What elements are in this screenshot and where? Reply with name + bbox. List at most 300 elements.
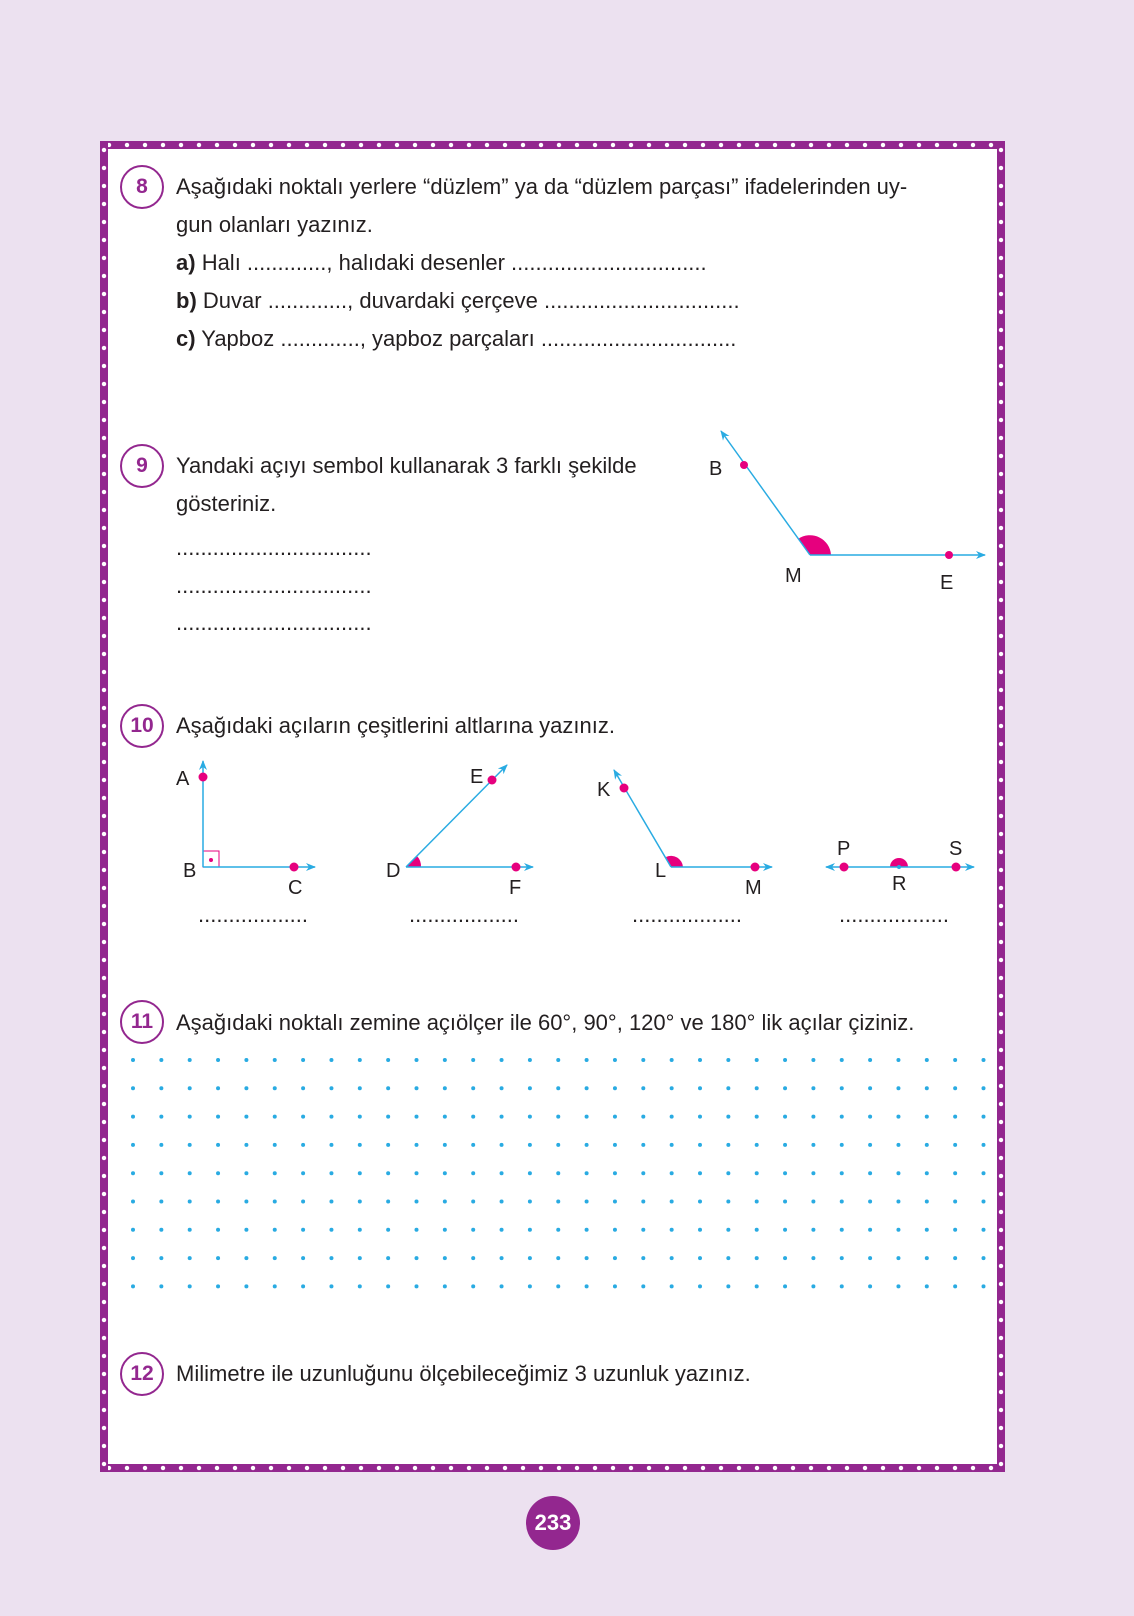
grid-dot xyxy=(556,1256,560,1260)
grid-dot xyxy=(556,1143,560,1147)
grid-dot xyxy=(415,1228,419,1232)
grid-dot xyxy=(670,1143,674,1147)
grid-dot xyxy=(868,1058,872,1062)
ray-mb xyxy=(721,431,810,555)
grid-dot xyxy=(556,1086,560,1090)
grid-dot xyxy=(896,1200,900,1204)
grid-dot xyxy=(953,1086,957,1090)
grid-dot xyxy=(131,1284,135,1288)
grid-dot xyxy=(982,1200,986,1204)
point-p xyxy=(840,863,849,872)
label-a: A xyxy=(176,768,190,790)
grid-dot xyxy=(670,1171,674,1175)
label-e: E xyxy=(940,572,954,594)
grid-dot xyxy=(301,1143,305,1147)
grid-dot xyxy=(925,1171,929,1175)
grid-dot xyxy=(641,1115,645,1119)
label-f: F xyxy=(509,877,522,899)
grid-dot xyxy=(131,1143,135,1147)
point-b xyxy=(740,461,748,469)
grid-dot xyxy=(273,1284,277,1288)
grid-dot xyxy=(329,1256,333,1260)
grid-dot xyxy=(840,1228,844,1232)
label-m: M xyxy=(745,877,762,899)
grid-dot xyxy=(273,1200,277,1204)
grid-dot xyxy=(613,1200,617,1204)
grid-dot xyxy=(528,1200,532,1204)
grid-dot xyxy=(953,1058,957,1062)
grid-dot xyxy=(670,1058,674,1062)
grid-dot xyxy=(528,1228,532,1232)
grid-dot xyxy=(585,1256,589,1260)
grid-dot xyxy=(698,1228,702,1232)
grid-dot xyxy=(471,1200,475,1204)
grid-dot xyxy=(500,1200,504,1204)
q9-text-line2: gösteriniz. xyxy=(176,491,277,516)
grid-dot xyxy=(528,1171,532,1175)
grid-dot xyxy=(840,1143,844,1147)
grid-dot xyxy=(273,1256,277,1260)
q10-blank-4: .................. xyxy=(839,902,950,927)
grid-dot xyxy=(811,1171,815,1175)
label-p: P xyxy=(837,838,851,860)
grid-dot xyxy=(868,1143,872,1147)
grid-dot xyxy=(358,1284,362,1288)
grid-dot xyxy=(670,1200,674,1204)
grid-dot xyxy=(698,1143,702,1147)
grid-dot xyxy=(159,1058,163,1062)
grid-dot xyxy=(244,1115,248,1119)
grid-dot xyxy=(131,1256,135,1260)
grid-dot xyxy=(698,1256,702,1260)
grid-dot xyxy=(386,1256,390,1260)
grid-dot xyxy=(443,1284,447,1288)
grid-dot xyxy=(244,1200,248,1204)
grid-dot xyxy=(726,1058,730,1062)
grid-dot xyxy=(415,1058,419,1062)
grid-dot xyxy=(500,1256,504,1260)
grid-dot xyxy=(783,1086,787,1090)
grid-dot xyxy=(953,1200,957,1204)
question-number-11: 11 xyxy=(120,1000,164,1044)
grid-dot xyxy=(585,1200,589,1204)
grid-dot xyxy=(188,1228,192,1232)
question-number-9: 9 xyxy=(120,444,164,488)
item-text: Yapboz ............., yapboz parçaları ................................ xyxy=(201,326,737,351)
grid-dot xyxy=(925,1256,929,1260)
grid-dot xyxy=(159,1200,163,1204)
point-f xyxy=(512,863,521,872)
grid-dot xyxy=(868,1200,872,1204)
grid-dot xyxy=(726,1284,730,1288)
grid-dot xyxy=(244,1086,248,1090)
grid-dot xyxy=(783,1256,787,1260)
grid-dot xyxy=(188,1086,192,1090)
grid-dot xyxy=(244,1171,248,1175)
grid-dot xyxy=(443,1171,447,1175)
grid-dot xyxy=(613,1228,617,1232)
grid-dot xyxy=(415,1284,419,1288)
grid-dot xyxy=(471,1143,475,1147)
grid-dot xyxy=(386,1284,390,1288)
grid-dot xyxy=(896,1058,900,1062)
grid-dot xyxy=(698,1200,702,1204)
q9-blank-1: ................................ xyxy=(176,535,372,560)
grid-dot xyxy=(159,1143,163,1147)
grid-dot xyxy=(670,1228,674,1232)
grid-dot xyxy=(925,1086,929,1090)
label-b: B xyxy=(183,860,197,882)
grid-dot xyxy=(471,1284,475,1288)
grid-dot xyxy=(415,1115,419,1119)
grid-dot xyxy=(811,1284,815,1288)
grid-dot xyxy=(471,1256,475,1260)
grid-dot xyxy=(528,1143,532,1147)
grid-dot xyxy=(982,1171,986,1175)
grid-dot xyxy=(159,1171,163,1175)
grid-dot xyxy=(329,1143,333,1147)
grid-dot xyxy=(159,1115,163,1119)
grid-dot xyxy=(698,1171,702,1175)
q10-blank-2: .................. xyxy=(409,902,520,927)
grid-dot xyxy=(896,1284,900,1288)
grid-dot xyxy=(301,1086,305,1090)
grid-dot xyxy=(953,1171,957,1175)
q10-text: Aşağıdaki açıların çeşitlerini altlarına yazınız. xyxy=(176,713,615,738)
grid-dot xyxy=(329,1200,333,1204)
grid-dot xyxy=(301,1115,305,1119)
grid-dot xyxy=(698,1086,702,1090)
grid-dot xyxy=(131,1200,135,1204)
grid-dot xyxy=(188,1284,192,1288)
grid-dot xyxy=(273,1058,277,1062)
grid-dot xyxy=(159,1284,163,1288)
grid-dot xyxy=(896,1115,900,1119)
grid-dot xyxy=(585,1171,589,1175)
grid-dot xyxy=(415,1256,419,1260)
grid-dot xyxy=(868,1115,872,1119)
grid-dot xyxy=(585,1284,589,1288)
grid-dot xyxy=(982,1143,986,1147)
grid-dot xyxy=(471,1228,475,1232)
point-s xyxy=(952,863,961,872)
grid-dot xyxy=(840,1200,844,1204)
grid-dot xyxy=(301,1284,305,1288)
grid-dot xyxy=(386,1228,390,1232)
grid-dot xyxy=(925,1143,929,1147)
grid-dot xyxy=(811,1256,815,1260)
grid-dot xyxy=(216,1200,220,1204)
grid-dot xyxy=(188,1171,192,1175)
grid-dot xyxy=(982,1086,986,1090)
grid-dot xyxy=(868,1228,872,1232)
grid-dot xyxy=(415,1086,419,1090)
point-a xyxy=(199,773,208,782)
grid-dot xyxy=(528,1086,532,1090)
q10-blank-1: .................. xyxy=(198,902,309,927)
grid-dot xyxy=(953,1115,957,1119)
grid-dot xyxy=(500,1086,504,1090)
grid-dot xyxy=(783,1171,787,1175)
grid-dot xyxy=(982,1228,986,1232)
point-k xyxy=(620,784,629,793)
grid-dot xyxy=(329,1115,333,1119)
label-m: M xyxy=(785,565,802,587)
grid-dot xyxy=(500,1284,504,1288)
grid-dot xyxy=(556,1200,560,1204)
grid-dot xyxy=(755,1058,759,1062)
grid-dot xyxy=(301,1058,305,1062)
item-label: b) xyxy=(176,288,197,313)
grid-dot xyxy=(131,1058,135,1062)
point-m xyxy=(751,863,760,872)
grid-dot xyxy=(386,1171,390,1175)
grid-dot xyxy=(896,1143,900,1147)
grid-dot xyxy=(556,1228,560,1232)
grid-dot xyxy=(301,1256,305,1260)
grid-dot xyxy=(585,1086,589,1090)
label-d: D xyxy=(386,860,401,882)
grid-dot xyxy=(755,1256,759,1260)
grid-dot xyxy=(982,1256,986,1260)
q9-blank-3: ................................ xyxy=(176,610,372,635)
grid-dot xyxy=(641,1228,645,1232)
grid-dot xyxy=(925,1228,929,1232)
grid-dot xyxy=(443,1086,447,1090)
grid-dot xyxy=(585,1058,589,1062)
grid-dot xyxy=(726,1115,730,1119)
grid-dot xyxy=(840,1171,844,1175)
grid-dot xyxy=(868,1256,872,1260)
grid-dot xyxy=(925,1115,929,1119)
grid-dot xyxy=(471,1086,475,1090)
grid-dot xyxy=(443,1200,447,1204)
grid-dot xyxy=(386,1200,390,1204)
grid-dot xyxy=(273,1086,277,1090)
grid-dot xyxy=(443,1115,447,1119)
grid-dot xyxy=(329,1284,333,1288)
grid-dot xyxy=(811,1058,815,1062)
grid-dot xyxy=(471,1171,475,1175)
grid-dot xyxy=(925,1200,929,1204)
grid-dot xyxy=(556,1284,560,1288)
grid-dot xyxy=(556,1171,560,1175)
grid-dot xyxy=(556,1058,560,1062)
grid-dot xyxy=(471,1058,475,1062)
grid-dot xyxy=(755,1228,759,1232)
grid-dot xyxy=(216,1143,220,1147)
grid-dot xyxy=(982,1284,986,1288)
grid-dot xyxy=(613,1115,617,1119)
q8-text-line2: gun olanları yazınız. xyxy=(176,212,373,237)
grid-dot xyxy=(244,1058,248,1062)
grid-dot xyxy=(244,1256,248,1260)
grid-dot xyxy=(358,1058,362,1062)
grid-dot xyxy=(159,1256,163,1260)
label-b: B xyxy=(709,458,723,480)
grid-dot xyxy=(925,1058,929,1062)
grid-dot xyxy=(301,1228,305,1232)
grid-dot xyxy=(783,1143,787,1147)
grid-dot xyxy=(188,1115,192,1119)
grid-dot xyxy=(953,1228,957,1232)
grid-dot xyxy=(783,1228,787,1232)
grid-dot xyxy=(528,1115,532,1119)
grid-dot xyxy=(216,1284,220,1288)
grid-dot xyxy=(726,1086,730,1090)
grid-dot xyxy=(925,1284,929,1288)
grid-dot xyxy=(840,1256,844,1260)
item-label: c) xyxy=(176,326,196,351)
grid-dot xyxy=(415,1200,419,1204)
grid-dot xyxy=(500,1058,504,1062)
q10-right-angle xyxy=(176,761,315,899)
grid-dot xyxy=(641,1256,645,1260)
grid-dot xyxy=(528,1058,532,1062)
grid-dot xyxy=(726,1143,730,1147)
grid-dot xyxy=(329,1086,333,1090)
grid-dot xyxy=(726,1171,730,1175)
grid-dot xyxy=(982,1058,986,1062)
grid-dot xyxy=(329,1171,333,1175)
grid-dot xyxy=(755,1086,759,1090)
label-s: S xyxy=(949,838,963,860)
grid-dot xyxy=(811,1115,815,1119)
grid-dot xyxy=(783,1058,787,1062)
grid-dot xyxy=(755,1171,759,1175)
grid-dot xyxy=(585,1143,589,1147)
grid-dot xyxy=(982,1115,986,1119)
point-r xyxy=(897,865,901,869)
grid-dot xyxy=(386,1086,390,1090)
grid-dot xyxy=(811,1086,815,1090)
grid-dot xyxy=(670,1115,674,1119)
grid-dot xyxy=(273,1115,277,1119)
grid-dot xyxy=(868,1171,872,1175)
grid-dot xyxy=(358,1115,362,1119)
grid-dot xyxy=(273,1228,277,1232)
grid-dot xyxy=(216,1228,220,1232)
grid-dot xyxy=(244,1143,248,1147)
question-number-10: 10 xyxy=(120,704,164,748)
grid-dot xyxy=(641,1143,645,1147)
grid-dot xyxy=(556,1115,560,1119)
grid-dot xyxy=(216,1171,220,1175)
point-e xyxy=(945,551,953,559)
grid-dot xyxy=(585,1115,589,1119)
grid-dot xyxy=(358,1256,362,1260)
grid-dot xyxy=(358,1228,362,1232)
label-l: L xyxy=(655,860,667,882)
grid-dot xyxy=(528,1256,532,1260)
grid-dot xyxy=(811,1228,815,1232)
grid-dot xyxy=(358,1171,362,1175)
grid-dot xyxy=(500,1171,504,1175)
grid-dot xyxy=(443,1143,447,1147)
grid-dot xyxy=(188,1143,192,1147)
grid-dot xyxy=(216,1086,220,1090)
grid-dot xyxy=(811,1200,815,1204)
item-text: Halı ............., halıdaki desenler ................................ xyxy=(201,250,707,275)
label-k: K xyxy=(597,779,611,801)
grid-dot xyxy=(528,1284,532,1288)
grid-dot xyxy=(500,1115,504,1119)
grid-dot xyxy=(698,1058,702,1062)
grid-dot xyxy=(216,1256,220,1260)
label-e: E xyxy=(470,766,484,788)
grid-dot xyxy=(840,1115,844,1119)
grid-dot xyxy=(868,1086,872,1090)
grid-dot xyxy=(840,1086,844,1090)
grid-dot xyxy=(500,1228,504,1232)
grid-dot xyxy=(159,1086,163,1090)
grid-dot xyxy=(131,1228,135,1232)
grid-dot xyxy=(358,1143,362,1147)
grid-dot xyxy=(698,1115,702,1119)
grid-dot xyxy=(613,1171,617,1175)
grid-dot xyxy=(131,1171,135,1175)
grid-dot xyxy=(953,1143,957,1147)
grid-dot xyxy=(868,1284,872,1288)
grid-dot xyxy=(358,1200,362,1204)
grid-dot xyxy=(358,1086,362,1090)
grid-dot xyxy=(726,1200,730,1204)
grid-dot xyxy=(585,1228,589,1232)
q8-text-line1: Aşağıdaki noktalı yerlere “düzlem” ya da “düzlem parçası” ifadelerinden uy- xyxy=(176,174,908,199)
page-number: 233 xyxy=(526,1496,580,1550)
grid-dot xyxy=(755,1284,759,1288)
grid-dot xyxy=(641,1284,645,1288)
grid-dot xyxy=(188,1200,192,1204)
right-angle-dot xyxy=(209,858,213,862)
grid-dot xyxy=(500,1143,504,1147)
grid-dot xyxy=(896,1171,900,1175)
q9-text-line1: Yandaki açıyı sembol kullanarak 3 farklı şekilde xyxy=(176,453,637,478)
q10-obtuse-angle xyxy=(597,770,772,899)
grid-dot xyxy=(443,1256,447,1260)
q11-dot-grid[interactable] xyxy=(131,1058,986,1288)
grid-dot xyxy=(896,1256,900,1260)
grid-dot xyxy=(641,1058,645,1062)
grid-dot xyxy=(641,1200,645,1204)
q10-acute-angle xyxy=(386,765,533,899)
grid-dot xyxy=(415,1171,419,1175)
grid-dot xyxy=(783,1284,787,1288)
grid-dot xyxy=(613,1086,617,1090)
q10-straight-angle xyxy=(826,838,974,895)
q9-blank-2: ................................ xyxy=(176,573,372,598)
point-c xyxy=(290,863,299,872)
grid-dot xyxy=(301,1200,305,1204)
grid-dot xyxy=(670,1256,674,1260)
grid-dot xyxy=(613,1058,617,1062)
grid-dot xyxy=(641,1086,645,1090)
grid-dot xyxy=(953,1256,957,1260)
grid-dot xyxy=(131,1115,135,1119)
grid-dot xyxy=(273,1171,277,1175)
grid-dot xyxy=(159,1228,163,1232)
grid-dot xyxy=(613,1143,617,1147)
q10-blank-3: .................. xyxy=(632,902,743,927)
item-label: a) xyxy=(176,250,196,275)
grid-dot xyxy=(755,1200,759,1204)
grid-dot xyxy=(783,1200,787,1204)
grid-dot xyxy=(188,1058,192,1062)
grid-dot xyxy=(216,1058,220,1062)
grid-dot xyxy=(811,1143,815,1147)
grid-dot xyxy=(755,1143,759,1147)
grid-dot xyxy=(726,1256,730,1260)
